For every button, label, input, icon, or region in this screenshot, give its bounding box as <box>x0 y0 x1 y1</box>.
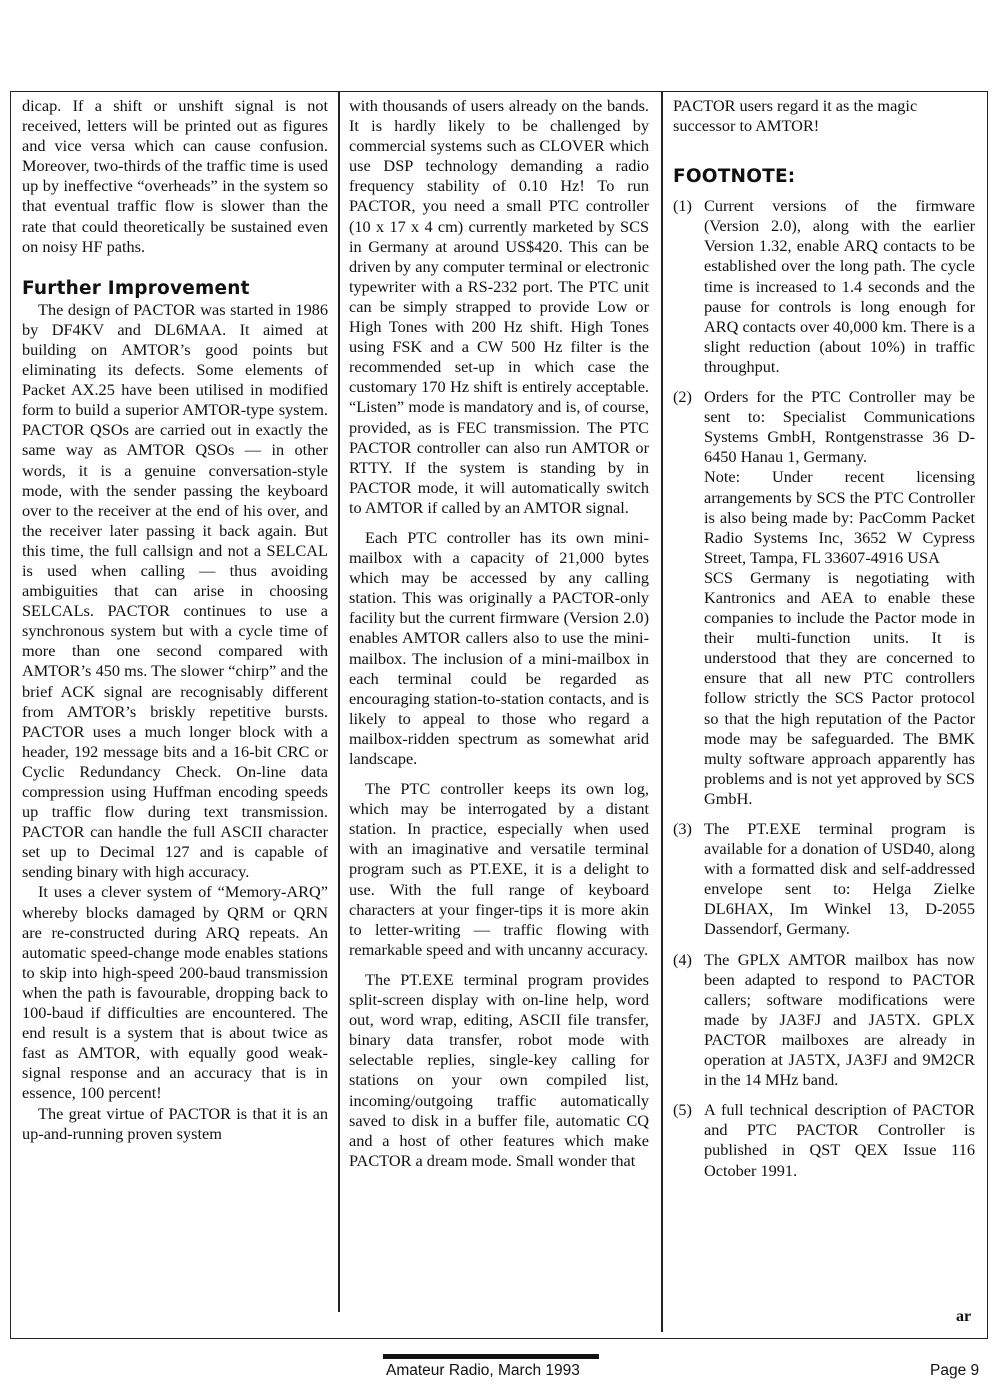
column1-paragraph-2: It uses a clever system of “Memory-ARQ” whereby blocks damaged by QRM or QRN are re-constructed during ARQ repeats. An automatic speed-change mode enables stations to skip into high-speed 200-baud transmission when the path is favourable, dropping back to 100-baud if difficulties are encountered. The end result is a system that is about twice as fast as AMTOR, with equally good weak-signal response and an accuracy that is in essence, 100 percent! <box>22 882 328 1103</box>
section-heading-further-improvement: Further Improvement <box>22 277 250 299</box>
article-column-1 <box>22 92 328 1337</box>
article-column-2 <box>349 92 649 1337</box>
column3-intro: PACTOR users regard it as the magic successor to AMTOR! <box>673 96 918 136</box>
footnote-2 <box>673 387 975 809</box>
footnote-1 <box>673 196 975 377</box>
column2-paragraph-2: Each PTC controller has its own mini-mailbox with a capacity of 21,000 bytes which may be accessed by any calling station. This was originally a PACTOR-only facility but the current firmware (Version 2.0) enables AMTOR callers also to use the mini-mailbox. The inclusion of a mini-mailbox in each terminal could be regarded as encouraging station-to-station contacts, and is likely to appeal to those who regard a mailbox-ridden spectrum as somewhat arid landscape. <box>349 527 649 768</box>
column2-paragraph-4: The PT.EXE terminal program provides split-screen display with on-line help, word out, word wrap, editing, ASCII file transfer, binary data transfer, robot mode with selectable replies, single-key calling for stations on your own compiled list, incoming/outgoing traffic automatically saved to disk in a buffer file, automatic CQ and a host of other features which make PACTOR a dream mode. Small wonder that <box>349 969 649 1170</box>
footer-rule <box>383 1354 599 1359</box>
column1-intro: dicap. If a shift or unshift signal is not received, letters will be printed out as figures and vice versa which can cause confusion. Moreover, two-thirds of the traffic time is used up by ineffective “overheads” in the system so that eventual traffic flow is slower than the rate that could theoretically be sustained even on noisy HF paths. <box>22 96 328 256</box>
footnote-heading: FOOTNOTE: <box>673 166 796 188</box>
footnote-4 <box>673 950 975 1091</box>
footnote-number: (5) <box>673 1100 692 1120</box>
footnote-note-scs: SCS Germany is negotiating with Kantronics and AEA to enable these companies to include the Pactor mode in their multi-function units. It is understood that they are concerned to ensure that all new PTC controllers follow strictly the SCS Pactor protocol so that the high reputation of the Pactor mode may be safeguarded. The BMK multy software approach apparently has problems and is not yet approved by SCS GmbH. <box>704 567 975 808</box>
article-column-3 <box>673 92 975 1337</box>
footnote-3 <box>673 819 975 940</box>
footnote-number: (3) <box>673 819 692 838</box>
footnote-text: The PT.EXE terminal program is available for a donation of USD40, along with a formatted disk and self-addressed envelope sent to: Helga Zielke DL6HAX, Im Winkel 13, D-2055 Dassendorf, Germany. <box>704 819 975 939</box>
column1-paragraph-1: The design of PACTOR was started in 1986 by DF4KV and DL6MAA. It aimed at building on AMTOR’s good points but eliminating its defects. Some elements of Packet AX.25 have been utilised in modified form to build a superior AMTOR-type system. PACTOR QSOs are carried out in exactly the same way as AMTOR QSOs — in other words, it is a genuine conversation-style mode, with the sender passing the keyboard over to the receiver at the end of his over, and the receiver later passing it back again. But this time, the full callsign and not a SELCAL is used when calling — thus avoiding ambiguities that can arise in choosing SELCALs. PACTOR continues to use a synchronous system but with a cycle time of more than one second compared with AMTOR’s 450 ms. The slower “chirp” and the brief ACK signal are recognisably different from AMTOR’s briskly repetitive bursts. PACTOR uses a much longer block with a header, 192 message bits and a 16-bit CRC or Cyclic Redundancy Check. On-line data compression using Huffman encoding speeds up traffic flow during text transmission. PACTOR can handle the full ASCII character set up to Decimal 127 and is capable of sending binary with high accuracy. <box>22 299 328 882</box>
footnote-text: Current versions of the firmware (Version 2.0), along with the earlier Version 1.32, enable ARQ contacts to be established over the long path. The cycle time is increased to 1.4 seconds and the pause for controls is long enough for ARQ contacts over 40,000 km. There is a slight reduction (about 10%) in traffic throughput. <box>704 196 975 376</box>
footnote-text: Orders for the PTC Controller may be sent to: Specialist Communications Systems GmbH, Rontgenstrasse 36 D-6450 Hanau 1, Germany. <box>704 387 975 467</box>
footnote-number: (1) <box>673 196 692 216</box>
footnote-text: A full technical description of PACTOR and PTC PACTOR Controller is published in QST QEX Issue 116 October 1991. <box>704 1100 975 1180</box>
column2-paragraph-3: The PTC controller keeps its own log, which may be interrogated by a distant station. In practice, especially when used with an imaginative and versatile terminal program such as PT.EXE, it is a delight to use. With the full range of keyboard characters at your finger-tips it is more akin to letter-writing — traffic flowing with remarkable speed and with uncanny accuracy. <box>349 779 649 959</box>
column-divider-2 <box>661 92 663 1332</box>
footnote-note-licensing: Note: Under recent licensing arrangements by SCS the PTC Controller is also being made by: PacComm Packet Radio Systems Inc, 3652 W Cypress Street, Tampa, FL 33607-4916 USA <box>704 467 975 567</box>
page-number: Page 9 <box>930 1362 980 1379</box>
footer-publication: Amateur Radio, March 1993 <box>386 1362 580 1379</box>
article-signature: ar <box>956 1308 972 1325</box>
footnote-number: (4) <box>673 949 692 969</box>
column2-paragraph-1: with thousands of users already on the bands. It is hardly likely to be challenged by commercial systems such as CLOVER which use DSP technology demanding a radio frequency stability of 0.10 Hz! To run PACTOR, you need a small PTC controller (10 x 17 x 4 cm) currently marketed by SCS in Germany at around US$420. This can be driven by any computer terminal or electronic typewriter with a RS-232 port. The PTC unit can be simply strapped to provide Low or High Tones with 200 Hz shift. High Tones using FSK and a CW 500 Hz filter is the recommended set-up in which case the customary 170 Hz shift is entirely acceptable. “Listen” mode is mandatory and is, of course, provided, as is FEC transmission. The PTC PACTOR controller can also run AMTOR or RTTY. If the system is standing by in PACTOR mode, it will automatically switch to AMTOR if called by an AMTOR signal. <box>349 96 649 517</box>
footnote-5 <box>673 1100 975 1180</box>
column-divider-1 <box>338 92 340 1312</box>
footnote-text: The GPLX AMTOR mailbox has now been adapted to respond to PACTOR callers; software modifications were made by JA3FJ and JA5TX. GPLX PACTOR mailboxes are already in operation at JA5TX, JA3FJ and 9M2CR in the 14 MHz band. <box>704 949 975 1090</box>
footnote-body <box>704 387 975 809</box>
footnote-number: (2) <box>673 387 692 407</box>
column1-paragraph-3: The great virtue of PACTOR is that it is an up-and-running proven system <box>22 1103 328 1143</box>
